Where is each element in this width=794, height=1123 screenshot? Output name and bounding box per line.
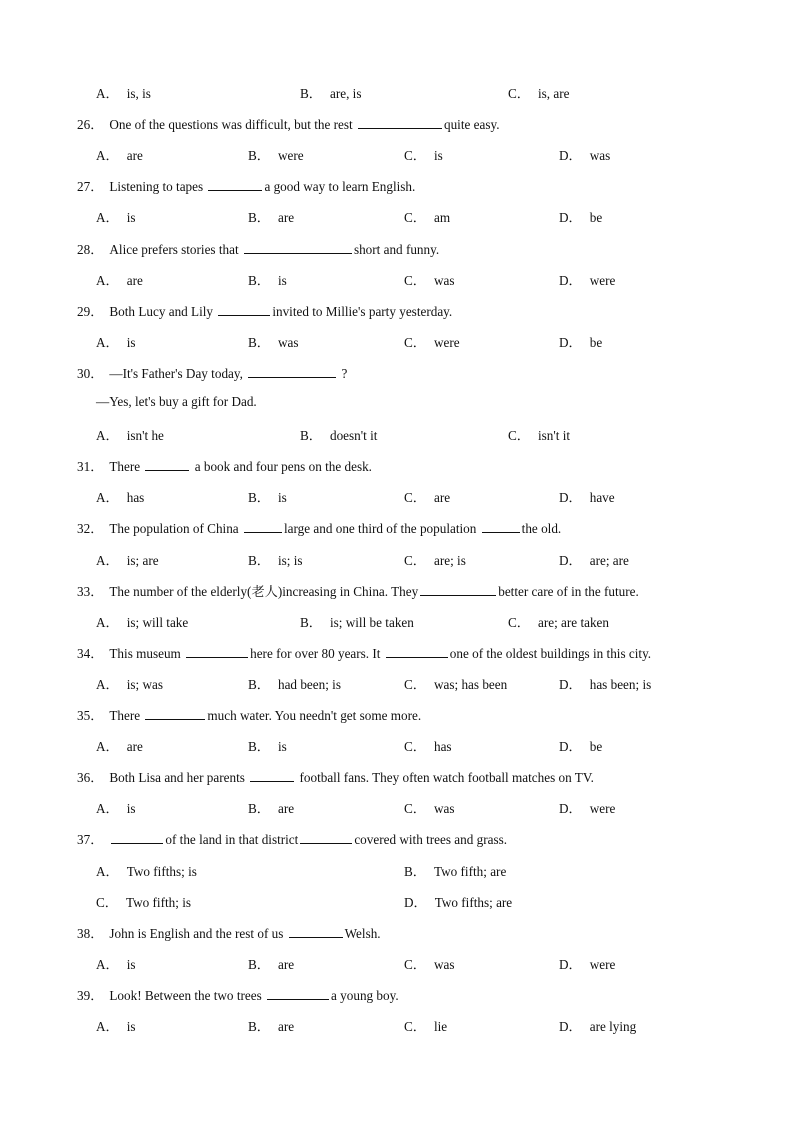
option-letter: C． xyxy=(508,428,530,444)
question-text: here for over 80 years. It xyxy=(250,645,384,661)
option-text: lie xyxy=(433,1019,448,1034)
option-letter: A． xyxy=(96,739,119,755)
question-stem xyxy=(77,363,347,382)
option-text: was xyxy=(433,956,455,972)
option-letter: A． xyxy=(96,334,119,350)
question-item xyxy=(0,456,794,476)
option-letter: B． xyxy=(404,863,426,879)
answer-options-row xyxy=(0,550,794,570)
question-text: better care of in the future. xyxy=(498,583,639,599)
option-letter: D． xyxy=(559,490,582,506)
option-b[interactable] xyxy=(248,332,299,351)
answer-blank[interactable] xyxy=(111,831,163,844)
question-stem xyxy=(77,829,507,848)
answer-blank[interactable] xyxy=(267,987,329,1000)
option-letter: A． xyxy=(96,490,119,506)
option-letter: C． xyxy=(404,956,426,972)
question-item xyxy=(0,114,794,134)
answer-options-row xyxy=(0,270,794,290)
answer-blank[interactable] xyxy=(145,707,205,720)
answer-options-row xyxy=(0,892,794,912)
option-text: is xyxy=(277,490,287,506)
option-letter: D． xyxy=(559,801,582,817)
option-letter: B． xyxy=(248,676,270,692)
question-text: short and funny. xyxy=(353,241,440,257)
option-d[interactable] xyxy=(559,145,610,164)
option-text: was xyxy=(277,334,299,350)
option-c[interactable] xyxy=(96,892,191,911)
option-text: was xyxy=(589,148,611,164)
option-letter: C． xyxy=(404,552,426,568)
option-text: isn't he xyxy=(126,428,164,444)
question-text: One of the questions was difficult, but the rest xyxy=(109,117,356,133)
option-letter: A． xyxy=(96,956,119,972)
question-number: 31． xyxy=(77,459,104,475)
answer-options-row xyxy=(0,332,794,352)
option-text: is, is xyxy=(126,86,151,101)
option-letter: B． xyxy=(300,86,322,101)
question-stem xyxy=(77,705,421,724)
option-letter: C． xyxy=(404,334,426,350)
question-number: 36． xyxy=(77,770,104,786)
option-text: are xyxy=(126,272,143,288)
answer-blank[interactable] xyxy=(218,303,270,316)
option-b[interactable] xyxy=(404,861,506,880)
answer-blank[interactable] xyxy=(248,365,336,378)
option-a[interactable] xyxy=(96,207,136,226)
answer-blank[interactable] xyxy=(145,458,189,471)
question-item xyxy=(0,301,794,321)
question-text: covered with trees and grass. xyxy=(354,832,508,848)
option-c[interactable] xyxy=(404,332,460,351)
question-stem xyxy=(77,923,381,942)
option-letter: C． xyxy=(508,614,530,630)
option-a[interactable] xyxy=(96,425,164,444)
option-d[interactable] xyxy=(559,550,629,569)
answer-blank[interactable] xyxy=(244,520,282,533)
option-letter: B． xyxy=(248,739,270,755)
answer-blank[interactable] xyxy=(186,645,248,658)
option-d[interactable] xyxy=(559,487,615,506)
option-letter: D． xyxy=(559,272,582,288)
question-number: 26． xyxy=(77,117,104,133)
question-text: Alice prefers stories that xyxy=(109,241,242,257)
option-letter: C． xyxy=(404,490,426,506)
answer-blank[interactable] xyxy=(358,116,442,129)
option-a[interactable] xyxy=(96,83,151,102)
question-item xyxy=(0,363,794,383)
question-text: There xyxy=(109,708,144,723)
question-stem xyxy=(77,114,500,133)
option-letter: D． xyxy=(559,334,582,350)
option-text: was xyxy=(433,272,455,288)
option-letter: C． xyxy=(404,1019,426,1034)
option-letter: B． xyxy=(300,614,322,630)
option-letter: A． xyxy=(96,863,119,879)
option-d[interactable] xyxy=(559,954,615,973)
option-text: has xyxy=(126,490,145,506)
question-stem xyxy=(77,643,651,662)
question-stem xyxy=(77,767,594,786)
answer-blank[interactable] xyxy=(300,831,352,844)
question-number: 27． xyxy=(77,179,104,195)
question-stem xyxy=(77,581,639,600)
question-text: a young boy. xyxy=(331,987,399,1003)
option-letter: A． xyxy=(96,272,119,288)
option-b[interactable] xyxy=(248,798,294,817)
answer-blank[interactable] xyxy=(289,925,343,938)
option-letter: C． xyxy=(404,210,426,226)
option-d[interactable] xyxy=(559,1016,636,1035)
option-a[interactable] xyxy=(96,270,143,289)
option-text: are xyxy=(277,210,295,226)
option-a[interactable] xyxy=(96,612,188,631)
option-c[interactable] xyxy=(404,145,443,164)
question-text: Both Lisa and her parents xyxy=(109,770,249,786)
option-b[interactable] xyxy=(248,954,294,973)
answer-options-row xyxy=(0,954,794,974)
option-d[interactable] xyxy=(559,674,651,693)
option-letter: C． xyxy=(404,676,426,692)
option-text: were xyxy=(589,272,616,288)
option-b[interactable] xyxy=(248,736,287,755)
option-letter: D． xyxy=(559,210,582,226)
option-text: were xyxy=(433,334,460,350)
option-text: am xyxy=(433,210,451,226)
option-text: are; are taken xyxy=(537,614,609,630)
question-text: one of the oldest buildings in this city. xyxy=(449,645,652,661)
option-d[interactable] xyxy=(404,892,512,911)
option-b[interactable] xyxy=(248,550,303,569)
option-text: Two fifths; are xyxy=(434,894,513,910)
question-item xyxy=(0,767,794,787)
answer-options-row xyxy=(0,425,794,445)
option-a[interactable] xyxy=(96,332,136,351)
option-c[interactable] xyxy=(404,487,450,506)
option-a[interactable] xyxy=(96,798,136,817)
option-letter: B． xyxy=(248,210,270,226)
option-letter: C． xyxy=(404,148,426,164)
option-text: has xyxy=(433,739,452,755)
option-a[interactable] xyxy=(96,550,159,569)
option-text: are; is xyxy=(433,552,466,568)
option-text: doesn't it xyxy=(329,428,378,444)
question-text: Both Lucy and Lily xyxy=(109,303,217,319)
option-text: Two fifth; are xyxy=(433,863,507,879)
option-a[interactable] xyxy=(96,487,144,506)
question-number: 35． xyxy=(77,708,104,723)
option-b[interactable] xyxy=(300,425,377,444)
answer-blank[interactable] xyxy=(244,241,352,254)
option-letter: C． xyxy=(404,272,426,288)
question-text: There xyxy=(109,459,144,475)
option-c[interactable] xyxy=(404,798,455,817)
option-text: is, are xyxy=(537,86,570,101)
question-stem xyxy=(77,985,399,1004)
question-text: —It's Father's Day today, xyxy=(109,365,247,381)
answer-options-row xyxy=(0,861,794,881)
option-c[interactable] xyxy=(508,425,570,444)
question-item xyxy=(0,705,794,725)
question-text: Listening to tapes xyxy=(109,179,207,195)
option-b[interactable] xyxy=(248,487,287,506)
option-text: had been; is xyxy=(277,676,341,692)
answer-options-row xyxy=(0,736,794,756)
option-text: be xyxy=(589,739,603,755)
answer-options-row xyxy=(0,612,794,632)
option-letter: D． xyxy=(559,148,582,164)
option-text: are xyxy=(277,801,295,817)
question-number: 33． xyxy=(77,583,104,599)
option-d[interactable] xyxy=(559,332,602,351)
answer-options-row xyxy=(0,798,794,818)
question-number: 38． xyxy=(77,925,104,941)
option-b[interactable] xyxy=(248,145,304,164)
question-text: Look! Between the two trees xyxy=(109,987,266,1003)
option-a[interactable] xyxy=(96,1016,136,1035)
dialogue-line xyxy=(0,394,794,414)
option-letter: D． xyxy=(404,894,427,910)
option-text: is; was xyxy=(126,676,163,692)
answer-options-row xyxy=(0,145,794,165)
answer-options-row xyxy=(0,1016,794,1036)
option-text: are xyxy=(126,739,143,755)
dialogue-text: —Yes, let's buy a gift for Dad. xyxy=(96,394,257,409)
option-d[interactable] xyxy=(559,736,602,755)
option-text: has been; is xyxy=(589,676,652,692)
answer-options-row xyxy=(0,674,794,694)
option-letter: A． xyxy=(96,148,119,164)
option-text: Two fifth; is xyxy=(125,894,191,910)
question-item xyxy=(0,643,794,663)
answer-blank[interactable] xyxy=(208,178,262,191)
option-letter: D． xyxy=(559,552,582,568)
question-stem xyxy=(77,518,561,537)
option-letter: A． xyxy=(96,801,119,817)
option-text: are xyxy=(277,956,295,972)
option-text: be xyxy=(589,334,603,350)
option-letter: C． xyxy=(508,86,530,101)
option-a[interactable] xyxy=(96,861,197,880)
question-stem xyxy=(77,301,452,320)
option-text: were xyxy=(277,148,304,164)
option-letter: A． xyxy=(96,210,119,226)
option-letter: D． xyxy=(559,1019,582,1034)
answer-options-row xyxy=(0,207,794,227)
question-text: The number of the elderly(老人)increasing in China. They xyxy=(109,583,419,599)
option-text: are, is xyxy=(329,86,362,101)
option-b[interactable] xyxy=(248,207,294,226)
question-text: Welsh. xyxy=(344,925,381,941)
option-text: was xyxy=(433,801,455,817)
question-text: John is English and the rest of us xyxy=(109,925,287,941)
question-text: large and one third of the population xyxy=(283,521,480,537)
question-text: football fans. They often watch football matches on TV. xyxy=(296,770,594,786)
answer-blank[interactable] xyxy=(250,769,294,782)
question-stem xyxy=(77,239,439,258)
question-text: ? xyxy=(338,365,348,381)
question-text: This museum xyxy=(109,645,185,661)
option-text: be xyxy=(589,210,603,226)
option-a[interactable] xyxy=(96,674,163,693)
option-letter: B． xyxy=(248,552,270,568)
option-text: are lying xyxy=(589,1019,637,1034)
option-text: isn't it xyxy=(537,428,571,444)
option-b[interactable] xyxy=(300,83,361,102)
question-item xyxy=(0,985,794,1005)
option-letter: B． xyxy=(248,272,270,288)
option-text: is xyxy=(126,334,136,350)
question-text: quite easy. xyxy=(443,117,500,133)
option-letter: B． xyxy=(248,1019,270,1034)
option-letter: B． xyxy=(248,956,270,972)
option-letter: A． xyxy=(96,86,119,101)
option-letter: D． xyxy=(559,676,582,692)
answer-options-row xyxy=(0,83,794,103)
question-text: invited to Millie's party yesterday. xyxy=(272,303,453,319)
question-number: 37． xyxy=(77,832,104,848)
option-c[interactable] xyxy=(404,207,450,226)
question-stem xyxy=(77,176,415,195)
answer-blank[interactable] xyxy=(420,583,496,596)
question-text: much water. You needn't get some more. xyxy=(207,708,422,723)
option-letter: B． xyxy=(248,334,270,350)
answer-blank[interactable] xyxy=(482,520,520,533)
option-letter: C． xyxy=(404,801,426,817)
option-text: is xyxy=(126,956,136,972)
option-text: are; are xyxy=(589,552,629,568)
option-letter: C． xyxy=(96,894,118,910)
question-number: 34． xyxy=(77,645,104,661)
option-text: is xyxy=(277,272,287,288)
option-letter: B． xyxy=(248,148,270,164)
option-b[interactable] xyxy=(300,612,414,631)
option-d[interactable] xyxy=(559,270,615,289)
option-a[interactable] xyxy=(96,736,143,755)
option-text: have xyxy=(589,490,615,506)
option-letter: B． xyxy=(248,801,270,817)
option-c[interactable] xyxy=(404,674,507,693)
option-b[interactable] xyxy=(248,674,341,693)
question-number: 32． xyxy=(77,521,104,537)
option-letter: D． xyxy=(559,956,582,972)
option-c[interactable] xyxy=(508,612,609,631)
option-letter: A． xyxy=(96,676,119,692)
option-text: is xyxy=(433,148,443,164)
option-text: is; is xyxy=(277,552,303,568)
question-item xyxy=(0,518,794,538)
option-b[interactable] xyxy=(248,270,287,289)
question-text: a book and four pens on the desk. xyxy=(191,459,372,475)
option-a[interactable] xyxy=(96,954,136,973)
option-letter: B． xyxy=(248,490,270,506)
question-text: The population of China xyxy=(109,521,242,537)
option-c[interactable] xyxy=(404,1016,447,1035)
option-text: is xyxy=(126,1019,136,1034)
question-number: 39． xyxy=(77,987,104,1003)
question-item xyxy=(0,239,794,259)
option-text: is xyxy=(277,739,287,755)
option-letter: C． xyxy=(404,739,426,755)
question-text: of the land in that district xyxy=(165,832,299,848)
question-text: a good way to learn English. xyxy=(264,179,416,195)
option-text: is; will take xyxy=(126,614,189,630)
option-c[interactable] xyxy=(508,83,569,102)
option-letter: A． xyxy=(96,614,119,630)
option-b[interactable] xyxy=(248,1016,294,1035)
option-letter: B． xyxy=(300,428,322,444)
question-item xyxy=(0,923,794,943)
question-item xyxy=(0,581,794,601)
option-c[interactable] xyxy=(404,736,452,755)
question-number: 30． xyxy=(77,365,104,381)
question-item xyxy=(0,829,794,849)
option-letter: A． xyxy=(96,428,119,444)
option-text: was; has been xyxy=(433,676,508,692)
option-text: is xyxy=(126,801,136,817)
option-letter: A． xyxy=(96,552,119,568)
dialogue-response xyxy=(96,394,257,410)
option-text: were xyxy=(589,956,616,972)
question-text: the old. xyxy=(521,521,562,537)
answer-options-row xyxy=(0,487,794,507)
question-number: 28． xyxy=(77,241,104,257)
option-text: is; will be taken xyxy=(329,614,414,630)
option-d[interactable] xyxy=(559,798,615,817)
question-number: 29． xyxy=(77,303,104,319)
option-a[interactable] xyxy=(96,145,143,164)
option-d[interactable] xyxy=(559,207,602,226)
option-c[interactable] xyxy=(404,550,466,569)
option-text: are xyxy=(433,490,451,506)
option-text: is; are xyxy=(126,552,159,568)
option-letter: A． xyxy=(96,1019,119,1034)
option-text: are xyxy=(277,1019,295,1034)
option-c[interactable] xyxy=(404,270,455,289)
option-c[interactable] xyxy=(404,954,455,973)
answer-blank[interactable] xyxy=(386,645,448,658)
option-text: Two fifths; is xyxy=(126,863,197,879)
option-text: are xyxy=(126,148,143,164)
question-stem xyxy=(77,456,372,475)
question-item xyxy=(0,176,794,196)
option-letter: D． xyxy=(559,739,582,755)
option-text: is xyxy=(126,210,136,226)
option-text: were xyxy=(589,801,616,817)
